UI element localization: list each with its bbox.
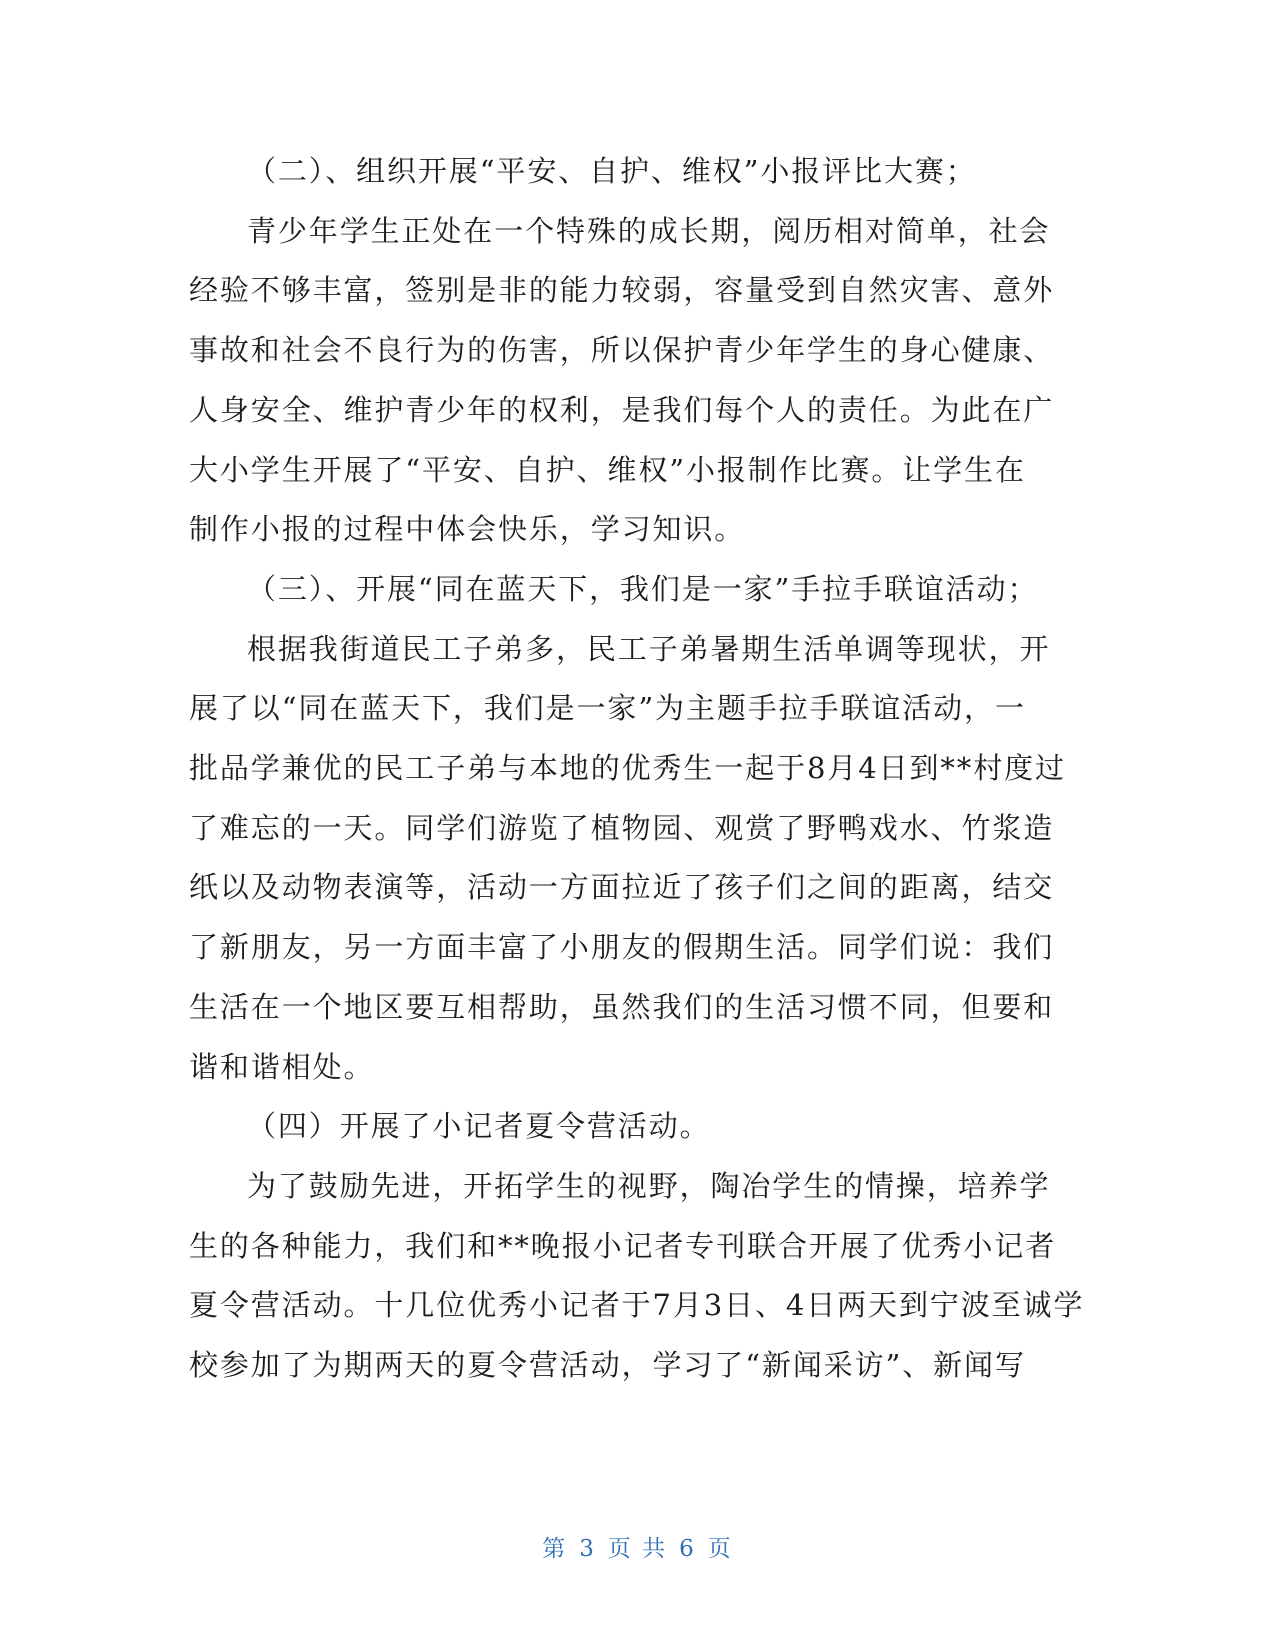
- footer-suffix: 页: [707, 1536, 733, 1562]
- text-line: （四）开展了小记者夏令营活动。: [247, 1109, 711, 1144]
- text-line: 为了鼓励先进，开拓学生的视野，陶冶学生的情操，培养学: [247, 1168, 1051, 1203]
- text-line: （二）、组织开展“平安、自护、维权”小报评比大赛；: [247, 154, 977, 188]
- paragraph-hand-in-hand: [189, 620, 1069, 1098]
- text-line: 展了以“同在蓝天下，我们是一家”为主题手拉手联谊活动，一: [189, 691, 1026, 726]
- text-line: （三）、开展“同在蓝天下，我们是一家”手拉手联谊活动；: [247, 571, 1039, 606]
- text-line: 批品学兼优的民工子弟与本地的优秀生一起于8月4日到**村度过: [189, 751, 1066, 786]
- footer-prefix: 第: [542, 1536, 568, 1562]
- text-line: 了难忘的一天。同学们游览了植物园、观赏了野鸭戏水、竹浆造: [189, 810, 1055, 845]
- page-footer: [0, 1530, 1275, 1563]
- footer-current-page: 3: [579, 1536, 596, 1562]
- text-line: 经验不够丰富，签别是非的能力较弱，容量受到自然灾害、意外: [189, 273, 1055, 308]
- text-line: 谐和谐相处。: [189, 1049, 375, 1084]
- section-heading-3: [189, 560, 1069, 620]
- section-heading-2: [189, 142, 1069, 202]
- text-line: 青少年学生正处在一个特殊的成长期，阅历相对简单，社会: [247, 213, 1051, 248]
- text-line: 纸以及动物表演等，活动一方面拉近了孩子们之间的距离，结交: [189, 870, 1055, 905]
- text-line: 制作小报的过程中体会快乐，学习知识。: [189, 512, 746, 547]
- text-line: 根据我街道民工子弟多，民工子弟暑期生活单调等现状，开: [247, 631, 1051, 666]
- footer-total-pages: 6: [679, 1536, 696, 1562]
- section-heading-4: [189, 1097, 1069, 1157]
- footer-mid: 页 共: [607, 1536, 668, 1562]
- paragraph-safety-newspaper: [189, 202, 1069, 560]
- text-line: 校参加了为期两天的夏令营活动，学习了“新闻采访”、新闻写: [189, 1348, 1026, 1383]
- text-line: 生活在一个地区要互相帮助，虽然我们的生活习惯不同，但要和: [189, 989, 1055, 1024]
- paragraph-reporter-camp: [189, 1157, 1085, 1396]
- text-line: 大小学生开展了“平安、自护、维权”小报制作比赛。让学生在: [189, 452, 1026, 487]
- text-line: 人身安全、维护青少年的权利，是我们每个人的责任。为此在广: [189, 392, 1055, 427]
- text-line: 了新朋友，另一方面丰富了小朋友的假期生活。同学们说：我们: [189, 930, 1055, 965]
- document-body: [189, 142, 1085, 1396]
- text-line: 夏令营活动。十几位优秀小记者于7月3日、4日两天到宁波至诚学: [189, 1288, 1085, 1323]
- text-line: 事故和社会不良行为的伤害，所以保护青少年学生的身心健康、: [189, 333, 1055, 368]
- text-line: 生的各种能力，我们和**晚报小记者专刊联合开展了优秀小记者: [189, 1228, 1057, 1263]
